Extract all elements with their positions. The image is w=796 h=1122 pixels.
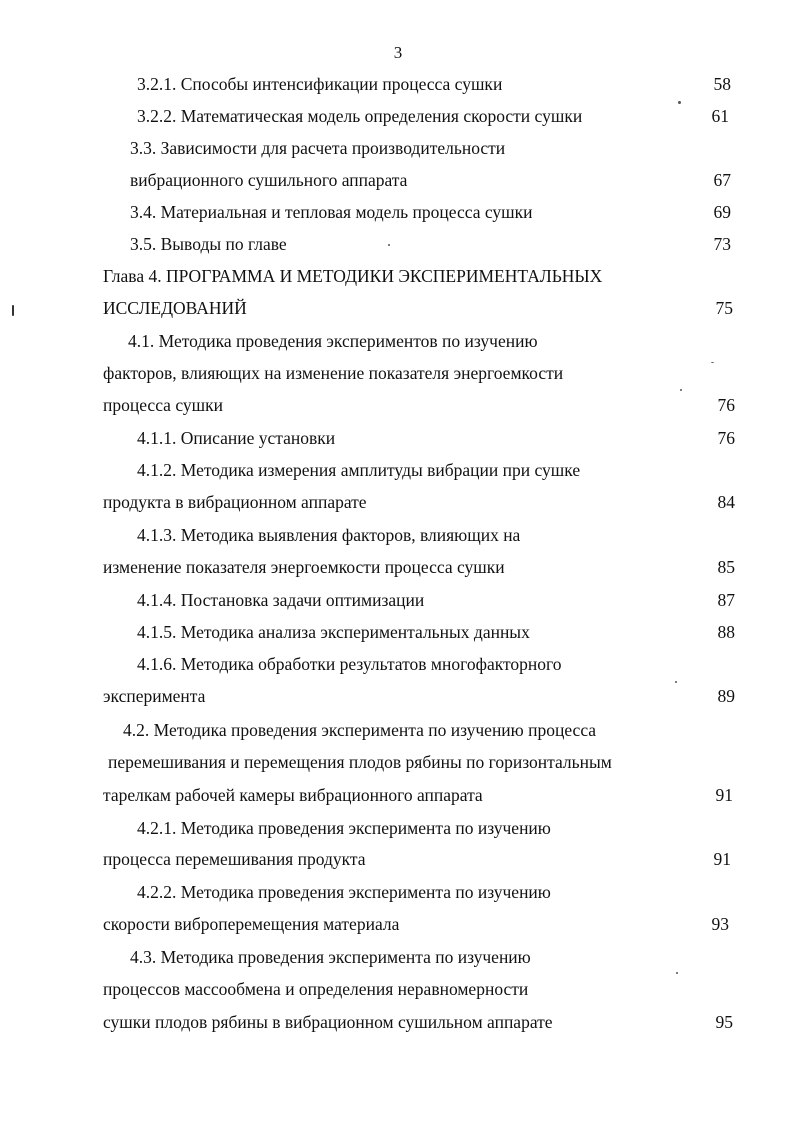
toc-page-number: 85 [717, 557, 735, 577]
toc-line: эксперимента [103, 686, 206, 706]
toc-line: 4.1.5. Методика анализа экспериментальных данных [137, 622, 530, 642]
scan-speck [680, 389, 682, 391]
toc-page-number: 88 [717, 622, 735, 642]
toc-line: процесса сушки [103, 395, 223, 415]
scan-speck [678, 101, 681, 104]
toc-line: перемешивания и перемещения плодов рябины по горизонтальным [108, 752, 612, 772]
scan-speck [12, 305, 14, 316]
toc-page-number: 84 [717, 492, 735, 512]
toc-line: 3.5. Выводы по главе [130, 234, 287, 254]
toc-page-number: 76 [717, 428, 735, 448]
scan-speck [388, 244, 390, 246]
scan-speck [676, 972, 678, 974]
toc-page-number: 58 [713, 74, 731, 94]
toc-page-number: 89 [717, 686, 735, 706]
toc-line: 4.3. Методика проведения эксперимента по изучению [130, 947, 531, 967]
toc-line: вибрационного сушильного аппарата [130, 170, 408, 190]
toc-page-number: 91 [715, 785, 733, 805]
toc-line: 4.2. Методика проведения эксперимента по изучению процесса [123, 720, 597, 740]
toc-page-number: 76 [717, 395, 735, 415]
toc-line: процесса перемешивания продукта [103, 849, 366, 869]
toc-page-number: 91 [713, 849, 731, 869]
toc-line: 4.1.2. Методика измерения амплитуды вибрации при сушке [137, 460, 581, 480]
toc-page-number: 93 [711, 914, 729, 934]
toc-line: 3.3. Зависимости для расчета производительности [130, 138, 506, 158]
toc-line: 4.1.4. Постановка задачи оптимизации [137, 590, 425, 610]
toc-line: 4.1.6. Методика обработки результатов многофакторного [137, 654, 562, 674]
toc-line: факторов, влияющих на изменение показателя энергоемкости [103, 363, 564, 383]
toc-line: продукта в вибрационном аппарате [103, 492, 367, 512]
toc-line: 4.1. Методика проведения экспериментов по изучению [128, 331, 538, 351]
toc-page-number: 61 [711, 106, 729, 126]
toc-chapter-title: ИССЛЕДОВАНИЙ [103, 298, 247, 318]
toc-line: 4.2.1. Методика проведения эксперимента по изучению [137, 818, 551, 838]
scan-speck [675, 681, 677, 683]
toc-page-number: 69 [713, 202, 731, 222]
toc-page-number: 67 [713, 170, 731, 190]
toc-line: 4.1.3. Методика выявления факторов, влияющих на [137, 525, 521, 545]
toc-line: 3.2.1. Способы интенсификации процесса сушки [137, 74, 503, 94]
toc-line: тарелкам рабочей камеры вибрационного аппарата [103, 785, 483, 805]
toc-chapter-title: Глава 4. ПРОГРАММА И МЕТОДИКИ ЭКСПЕРИМЕНТАЛЬНЫХ [103, 266, 603, 286]
toc-line: скорости виброперемещения материала [103, 914, 400, 934]
toc-page-number: 87 [717, 590, 735, 610]
toc-line: сушки плодов рябины в вибрационном сушильном аппарате [103, 1012, 553, 1032]
toc-line: 4.1.1. Описание установки [137, 428, 336, 448]
toc-line: изменение показателя энергоемкости процесса сушки [103, 557, 505, 577]
toc-line: процессов массообмена и определения неравномерности [103, 979, 529, 999]
toc-line: 4.2.2. Методика проведения эксперимента по изучению [137, 882, 551, 902]
scan-speck [711, 362, 714, 363]
toc-line: 3.4. Материальная и тепловая модель процесса сушки [130, 202, 533, 222]
toc-page-number: 75 [715, 298, 733, 318]
toc-page-number: 73 [713, 234, 731, 254]
toc-page-number: 95 [715, 1012, 733, 1032]
page-number: 3 [393, 43, 403, 62]
toc-line: 3.2.2. Математическая модель определения скорости сушки [137, 106, 583, 126]
